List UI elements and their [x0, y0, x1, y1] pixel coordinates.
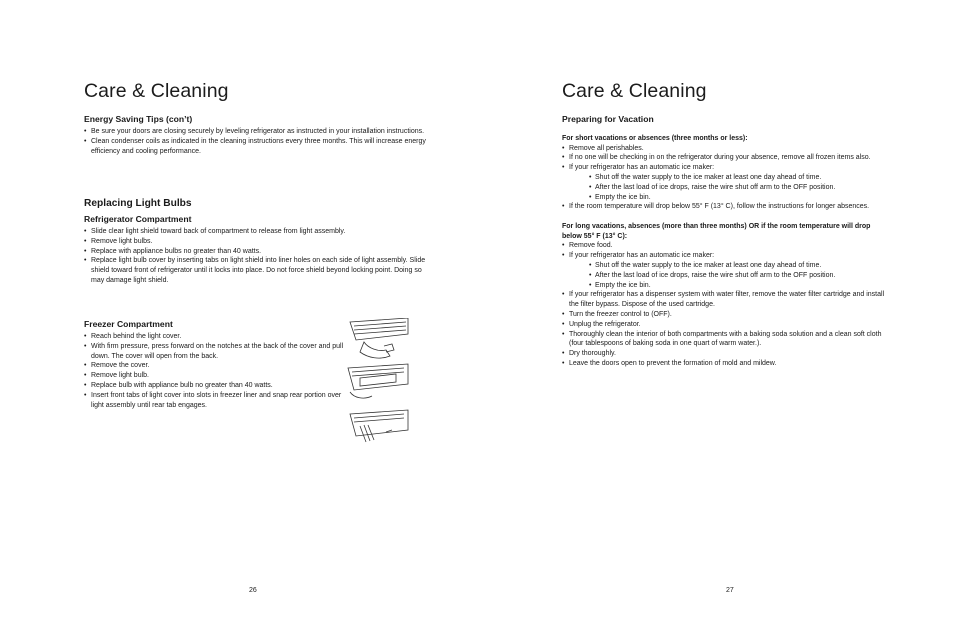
fridge-compartment-list — [84, 227, 429, 286]
energy-tips-section — [84, 114, 429, 156]
vacation-heading: Preparing for Vacation — [562, 114, 654, 124]
freezer-compartment-heading: Freezer Compartment — [84, 319, 173, 329]
page-number: 26 — [249, 587, 257, 594]
long-vacation-heading: For long vacations, absences (more than three months) OR if the room temperature will drop below 55° F (13° C): — [562, 223, 871, 240]
light-bulbs-heading: Replacing Light Bulbs — [84, 198, 192, 209]
list-item: • If no one will be checking in on the refrigerator during your absence, remove all frozen items also. — [562, 153, 892, 163]
page-number: 27 — [726, 587, 734, 594]
long-vacation-list — [562, 241, 892, 261]
vacation-section — [562, 114, 892, 369]
short-ice-maker-steps — [562, 173, 892, 202]
list-item: • After the last load of ice drops, raise the wire shut off arm to the OFF position. — [562, 271, 892, 281]
list-item: • Reach behind the light cover. — [84, 332, 346, 342]
list-item: • Remove the cover. — [84, 361, 346, 371]
short-vacation-list-end — [562, 202, 892, 212]
list-item: • If the room temperature will drop below 55° F (13° C), follow the instructions for longer absences. — [562, 202, 892, 212]
list-item: • Replace bulb with appliance bulb no greater than 40 watts. — [84, 381, 346, 391]
light-cover-illustration — [346, 318, 410, 446]
list-item: • Dry thoroughly. — [562, 349, 892, 359]
list-item: • Insert front tabs of light cover into slots in freezer liner and snap rear portion over light assembly until rear tab engages. — [84, 391, 346, 411]
energy-tips-heading: Energy Saving Tips (con’t) — [84, 114, 193, 124]
list-item: • Slide clear light shield toward back of compartment to release from light assembly. — [84, 227, 429, 237]
list-item: • Replace with appliance bulbs no greater than 40 watts. — [84, 247, 429, 257]
list-item: • Unplug the refrigerator. — [562, 320, 892, 330]
freezer-compartment-section — [84, 319, 346, 410]
fridge-compartment-heading: Refrigerator Compartment — [84, 214, 192, 224]
list-item: • Shut off the water supply to the ice maker at least one day ahead of time. — [562, 261, 892, 271]
list-item: • Remove all perishables. — [562, 144, 892, 154]
long-ice-maker-steps — [562, 261, 892, 290]
energy-tips-list — [84, 127, 429, 156]
list-item: • Remove light bulb. — [84, 371, 346, 381]
list-item: • Empty the ice bin. — [562, 281, 892, 291]
long-vacation-list-end — [562, 290, 892, 368]
list-item: • Be sure your doors are closing securely by leveling refrigerator as instructed in your installation instructions. — [84, 127, 429, 137]
short-vacation-heading: For short vacations or absences (three months or less): — [562, 135, 748, 142]
list-item: • Replace light bulb cover by inserting tabs on light shield into liner holes on each side of light assembly. Slide shield toward front of refrigerator until it locks into place. Do not force shield beyond locking point. Doing so may damage light shield. — [84, 256, 429, 285]
list-item: • With firm pressure, press forward on the notches at the back of the cover and pull down. The cover will open from the back. — [84, 342, 346, 362]
page-title: Care & Cleaning — [562, 80, 707, 102]
list-item: • Leave the doors open to prevent the formation of mold and mildew. — [562, 359, 892, 369]
list-item: • If your refrigerator has an automatic ice maker: — [562, 251, 892, 261]
list-item: • If your refrigerator has an automatic ice maker: — [562, 163, 892, 173]
page-title: Care & Cleaning — [84, 80, 229, 102]
right-page — [477, 0, 954, 618]
list-item: • Remove food. — [562, 241, 892, 251]
list-item: • Empty the ice bin. — [562, 193, 892, 203]
freezer-compartment-list — [84, 332, 346, 410]
list-item: • If your refrigerator has a dispenser system with water filter, remove the water filter cartridge and install the filter bypass. Dispose of the used cartridge. — [562, 290, 892, 310]
short-vacation-list — [562, 144, 892, 173]
list-item: • Thoroughly clean the interior of both compartments with a baking soda solution and a clean soft cloth (four tablespoons of baking soda in one quart of warm water.). — [562, 330, 892, 350]
list-item: • Shut off the water supply to the ice maker at least one day ahead of time. — [562, 173, 892, 183]
list-item: • Clean condenser coils as indicated in the cleaning instructions every three months. This will increase energy efficiency and cooling performance. — [84, 137, 429, 157]
light-bulbs-section — [84, 197, 429, 286]
list-item: • Remove light bulbs. — [84, 237, 429, 247]
list-item: • After the last load of ice drops, raise the wire shut off arm to the OFF position. — [562, 183, 892, 193]
list-item: • Turn the freezer control to (OFF). — [562, 310, 892, 320]
